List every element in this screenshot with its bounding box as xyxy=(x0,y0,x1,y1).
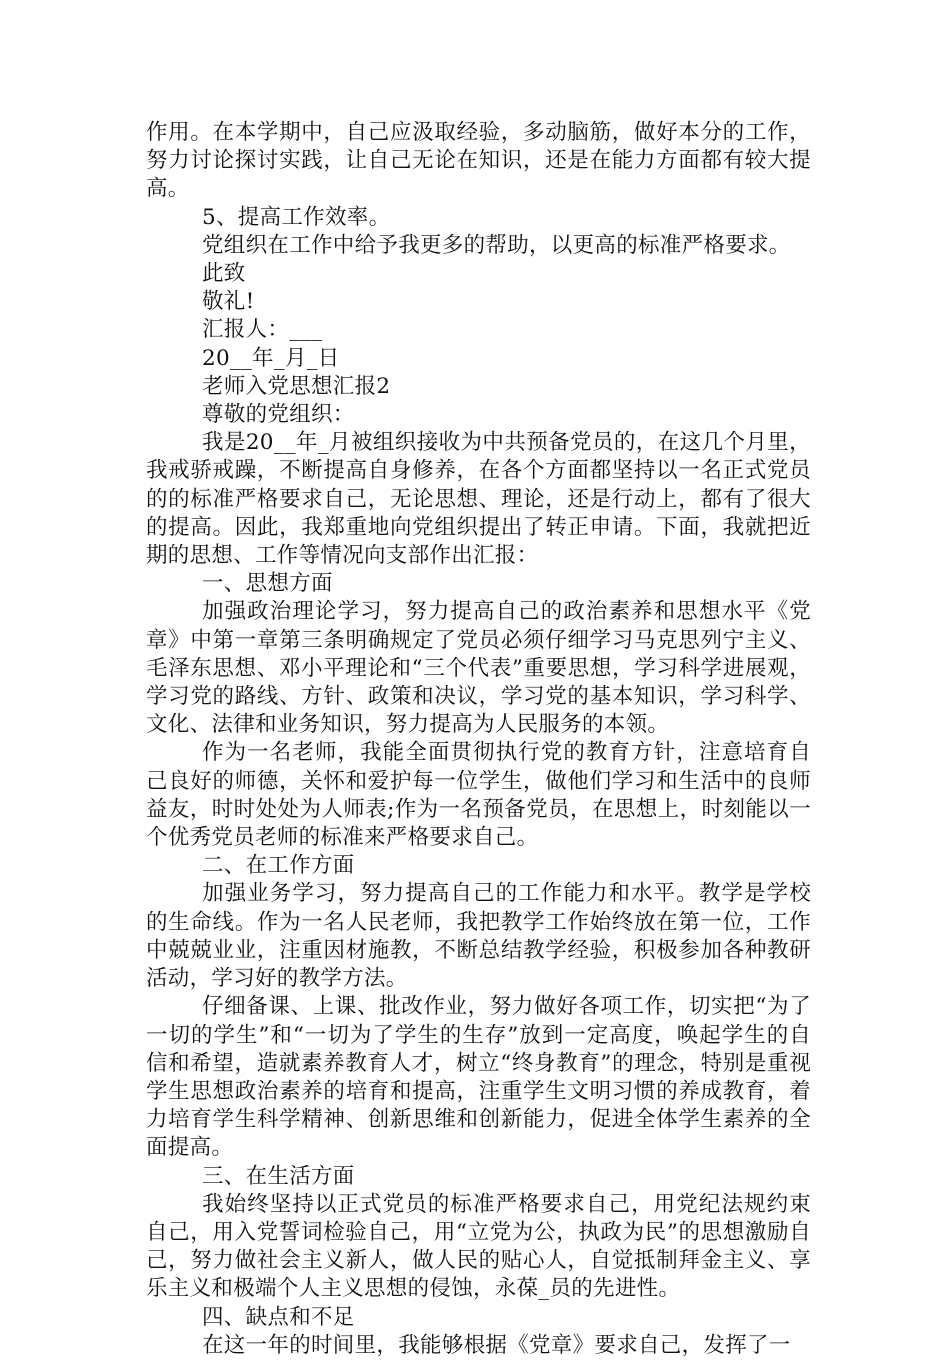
paragraph-work-1: 加强业务学习，努力提高自己的工作能力和水平。教学是学校的生命线。作为一名人民老师，我把教学工作始终放在第一位，工作中兢兢业业，注重因材施教，不断总结教学经验，积极参加各种教研活动，学习好的教学方法。 xyxy=(146,881,811,992)
paragraph-item-5: 5、提高工作效率。 xyxy=(202,204,391,230)
paragraph-closing: 党组织在工作中给予我更多的帮助，以更高的标准严格要求。 xyxy=(202,232,791,258)
paragraph-continuation: 作用。在本学期中，自己应汲取经验，多动脑筋，做好本分的工作，努力讨论探讨实践，让自己无论在知识，还是在能力方面都有较大提高。 xyxy=(146,120,811,202)
document-body xyxy=(146,119,811,1360)
paragraph-life: 我始终坚持以正式党员的标准严格要求自己，用党纪法规约束自己，用入党誓词检验自己，用“立党为公，执政为民”的思想激励自己，努力做社会主义新人，做人民的贴心人，自觉抵制拜金主义、享乐主义和极端个人主义思想的侵蚀，永葆_员的先进性。 xyxy=(146,1191,811,1302)
paragraph-shortcomings: 在这一年的时间里，我能够根据《党章》要求自己，发挥了一 xyxy=(202,1332,791,1358)
salutation-cizhi: 此致 xyxy=(202,261,246,287)
heading-thought: 一、思想方面 xyxy=(202,571,333,597)
paragraph-intro: 我是20__年_月被组织接收为中共预备党员的，在这几个月里，我戒骄戒躁，不断提高自身修养，在各个方面都坚持以一名正式党员的的标准严格要求自己，无论思想、理论，还是行动上，都有了很大的提高。因此，我郑重地向党组织提出了转正申请。下面，我就把近期的思想、工作等情况向支部作出汇报： xyxy=(146,430,811,569)
reporter-line: 汇报人：___ xyxy=(202,317,323,343)
salutation-jingli: 敬礼! xyxy=(202,289,255,315)
heading-life: 三、在生活方面 xyxy=(202,1163,355,1189)
paragraph-thought-1: 加强政治理论学习，努力提高自己的政治素养和思想水平《党章》中第一章第三条明确规定了党员必须仔细学习马克思列宁主义、毛泽东思想、邓小平理论和“三个代表”重要思想，学习科学进展观，学习党的路线、方针、政策和决议，学习党的基本知识，学习科学、文化、法律和业务知识，努力提高为人民服务的本领。 xyxy=(146,599,811,738)
paragraph-thought-2: 作为一名老师，我能全面贯彻执行党的教育方针，注意培育自己良好的师德，关怀和爱护每一位学生，做他们学习和生活中的良师益友，时时处处为人师表;作为一名预备党员，在思想上，时刻能以一个优秀党员老师的标准来严格要求自己。 xyxy=(146,740,811,851)
heading-shortcomings: 四、缺点和不足 xyxy=(202,1304,355,1330)
date-line: 20__年_月_日 xyxy=(202,345,340,371)
paragraph-work-2: 仔细备课、上课、批改作业，努力做好各项工作，切实把“为了一切的学生”和“一切为了学生的生存”放到一定高度，唤起学生的自信和希望，造就素养教育人才，树立“终身教育”的理念，特别是重视学生思想政治素养的培育和提高，注重学生文明习惯的养成教育，着力培育学生科学精神、创新思维和创新能力，促进全体学生素养的全面提高。 xyxy=(146,994,811,1161)
section-title: 老师入党思想汇报2 xyxy=(202,373,391,399)
greeting: 尊敬的党组织： xyxy=(202,402,355,428)
heading-work: 二、在工作方面 xyxy=(202,853,355,879)
